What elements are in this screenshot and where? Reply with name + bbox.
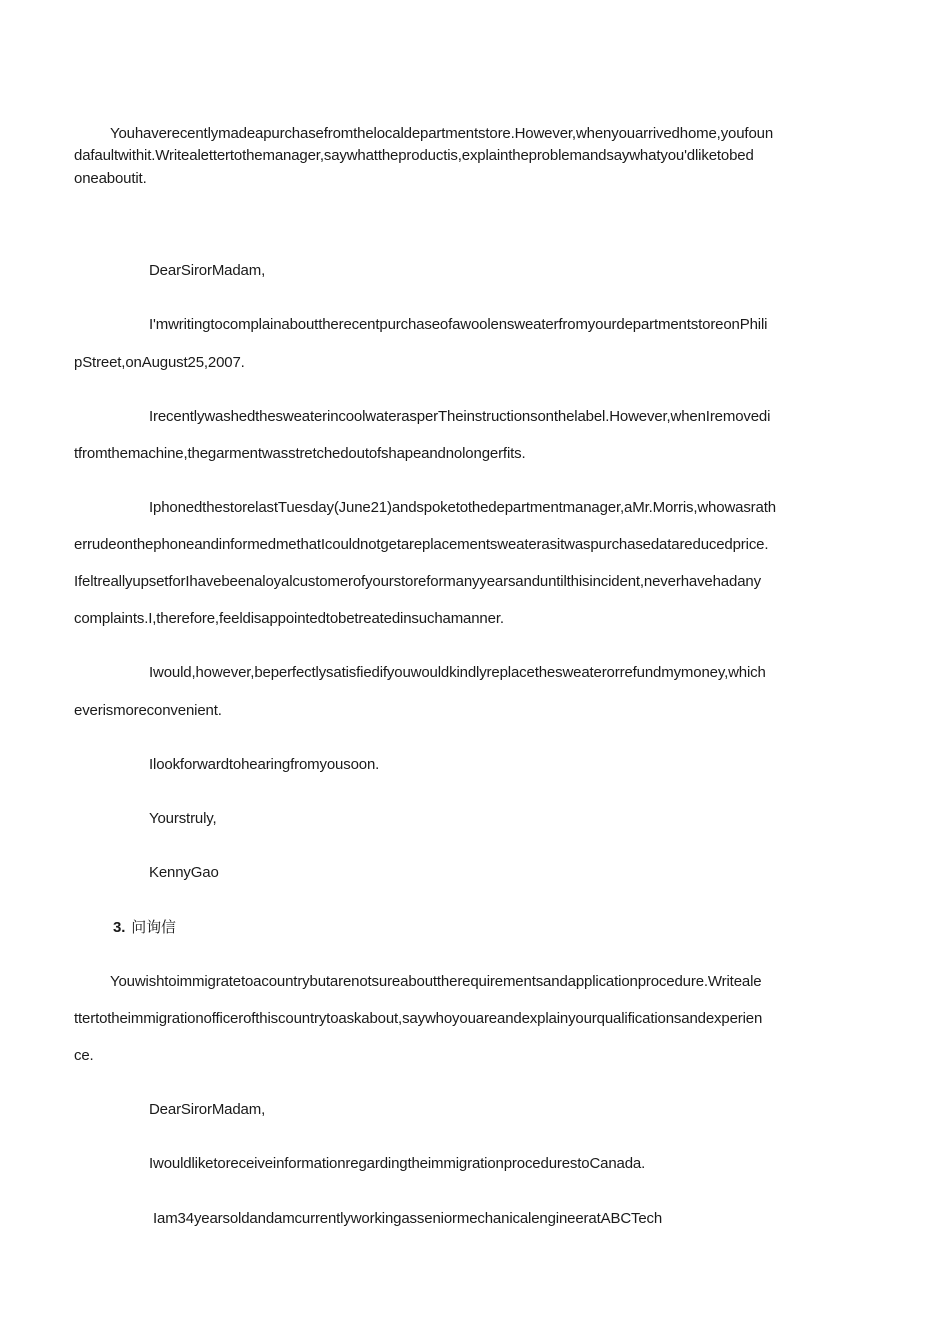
letter-2-salutation: DearSirorMadam, [149,1101,266,1118]
letter-1-p3-line-4: complaints.I,therefore,feeldisappointedtobetreatedinsuchamanner. [74,610,504,627]
prompt-1-line-1: Youhaverecentlymadeapurchasefromthelocaldepartmentstore.However,whenyouarrivedhome,youfoun [110,125,774,142]
letter-1-p3-line-1: IphonedthestorelastTuesday(June21)andspoketothedepartmentmanager,aMr.Morris,whowasrath [149,499,776,516]
letter-2-p1: IwouldliketoreceiveinformationregardingtheimmigrationprocedurestoCanada. [149,1155,646,1172]
letter-1-closing-line: Ilookforwardtohearingfromyousoon. [149,756,380,773]
letter-1-p1-line-1: I'mwritingtocomplainabouttherecentpurchaseofawoolensweaterfromyourdepartmentstoreonPhili [149,316,768,333]
letter-1-p3-line-2: errudeonthephoneandinformedmethatIcouldnotgetareplacementsweaterasitwaspurchasedatareducedprice. [74,536,769,553]
letter-1-p3-line-3: IfeltreallyupsetforIhavebeenaloyalcustomerofyourstoreformanyyearsanduntilthisincident,neverhavehadany [74,573,761,590]
letter-1-p4-line-1: Iwould,however,beperfectlysatisfiedifyouwouldkindlyreplacethesweaterorrefundmymoney,which [149,664,766,681]
letter-1-signoff: Yourstruly, [149,810,217,827]
letter-1-p1-line-2: pStreet,onAugust25,2007. [74,354,245,371]
letter-1-p2-line-1: IrecentlywashedthesweaterincoolwaterasperTheinstructionsonthelabel.However,whenIremovedi [149,408,771,425]
letter-1-signature-name: KennyGao [149,864,219,881]
letter-1-p2-line-2: tfromthemachine,thegarmentwasstretchedoutofshapeandnolongerfits. [74,445,526,462]
section-3-number: 3. [113,919,126,936]
section-3-heading [113,917,176,938]
prompt-2-line-3: ce. [74,1047,94,1064]
letter-1-salutation: DearSirorMadam, [149,262,266,279]
prompt-2-line-2: ttertotheimmigrationofficerofthiscountrytoaskabout,saywhoyouareandexplainyourqualificationsandexperien [74,1010,763,1027]
prompt-2-line-1: Youwishtoimmigratetoacountrybutarenotsureabouttherequirementsandapplicationprocedure.Writeale [110,973,762,990]
letter-1-p4-line-2: everismoreconvenient. [74,702,222,719]
prompt-1-line-2: dafaultwithit.Writealettertothemanager,saywhattheproductis,explaintheproblemandsaywhatyou'dliketobed [74,147,754,164]
section-3-title: 问询信 [131,918,176,936]
prompt-1-line-3: oneaboutit. [74,170,147,187]
letter-2-p2: Iam34yearsoldandamcurrentlyworkingasseniormechanicalengineeratABCTech [153,1210,663,1227]
